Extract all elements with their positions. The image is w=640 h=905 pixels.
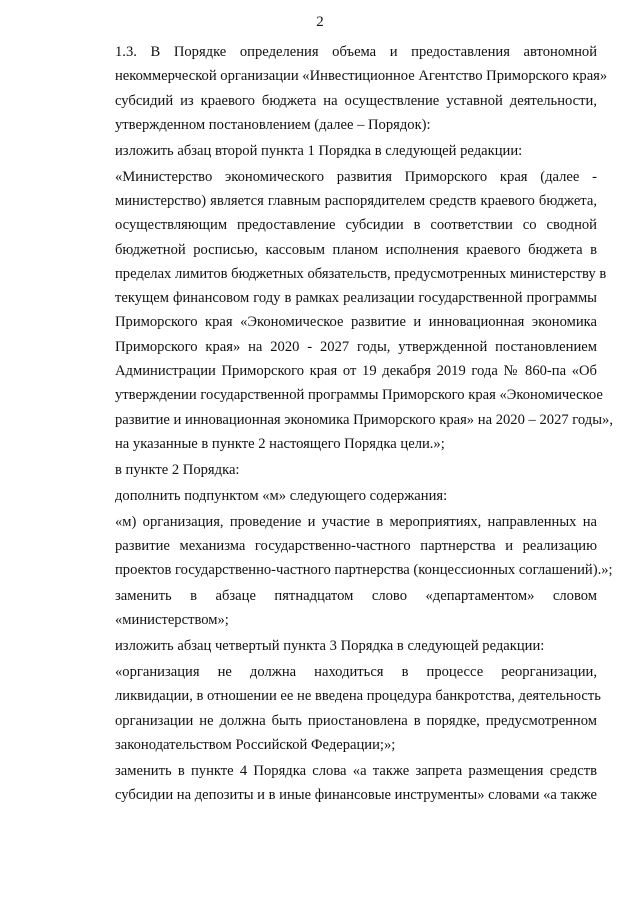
text-line: в пункте 2 Порядка: (115, 461, 240, 478)
paragraph-item-2-instruction (74, 458, 597, 482)
text-line: развитие и инновационная экономика Приморского края» на 2020 – 2027 годы», (115, 411, 613, 428)
paragraph-ministry-definition (74, 165, 613, 457)
text-line: бюджетной росписью, кассовым планом исполнения краевого бюджета в (115, 241, 597, 258)
text-line: утверждении государственной программы Приморского края «Экономическое (115, 387, 603, 404)
text-line: проектов государственно-частного партнерства (концессионных соглашений).»; (115, 562, 613, 579)
paragraph-item-3-instruction (74, 634, 597, 658)
text-line: субсидии на депозиты и в иные финансовые инструменты» словами «а также (115, 787, 598, 804)
text-line: организации не должна быть приостановлена в порядке, предусмотренном (115, 712, 597, 729)
text-line: изложить абзац второй пункта 1 Порядка в следующей редакции: (115, 142, 523, 159)
paragraph-item-4-replacement (74, 759, 597, 808)
text-line: осуществляющим предоставление субсидии в соответствии со сводной (115, 217, 597, 234)
text-line: текущем финансовом году в рамках реализации государственной программы (115, 290, 597, 307)
text-line: субсидий из краевого бюджета на осуществление уставной деятельности, (115, 92, 597, 109)
text-line: 1.3. В Порядке определения объема и предоставления автономной (115, 44, 597, 60)
text-line: дополнить подпунктом «м» следующего содержания: (115, 487, 448, 504)
paragraph-item-1-instruction (74, 139, 597, 163)
paragraph-add-subitem-m (74, 484, 597, 508)
text-line: на указанные в пункте 2 настоящего Порядка цели.»; (115, 435, 445, 452)
text-line: изложить абзац четвертый пункта 3 Порядка в следующей редакции: (115, 638, 545, 655)
text-line: «м) организация, проведение и участие в мероприятиях, направленных на (115, 513, 597, 530)
document-body (74, 40, 613, 809)
paragraph-1-3-order-amendment (74, 40, 608, 137)
text-line: заменить в пункте 4 Порядка слова «а также запрета размещения средств (115, 762, 597, 779)
text-line: ликвидации, в отношении ее не введена процедура банкротства, деятельность (115, 688, 601, 705)
text-line: некоммерческой организации «Инвестиционное Агентство Приморского края» (115, 68, 608, 85)
text-line: утвержденном постановлением (далее – Порядок): (115, 116, 431, 133)
text-line: Администрации Приморского края от 19 декабря 2019 года № 860-па «Об (115, 363, 597, 380)
text-line: министерство) является главным распорядителем средств краевого бюджета, (115, 192, 597, 209)
page-number: 2 (316, 14, 324, 30)
paragraph-subitem-m-text (74, 510, 613, 583)
text-line: Приморского края» на 2020 - 2027 годы, утвержденной постановлением (115, 338, 597, 355)
text-line: заменить в абзаце пятнадцатом слово «департаментом» словом (115, 588, 597, 605)
text-line: развитие механизма государственно-частного партнерства и реализацию (115, 537, 597, 554)
text-line: «организация не должна находиться в процессе реорганизации, (115, 664, 597, 681)
text-line: «министерством»; (115, 612, 229, 629)
text-line: законодательством Российской Федерации;»; (115, 737, 396, 754)
text-line: «Министерство экономического развития Приморского края (далее - (115, 168, 597, 185)
paragraph-organization-requirement (74, 660, 601, 757)
text-line: пределах лимитов бюджетных обязательств, предусмотренных министерству в (115, 265, 607, 282)
paragraph-replace-department (74, 584, 597, 633)
text-line: Приморского края «Экономическое развитие и инновационная экономика (115, 314, 597, 331)
